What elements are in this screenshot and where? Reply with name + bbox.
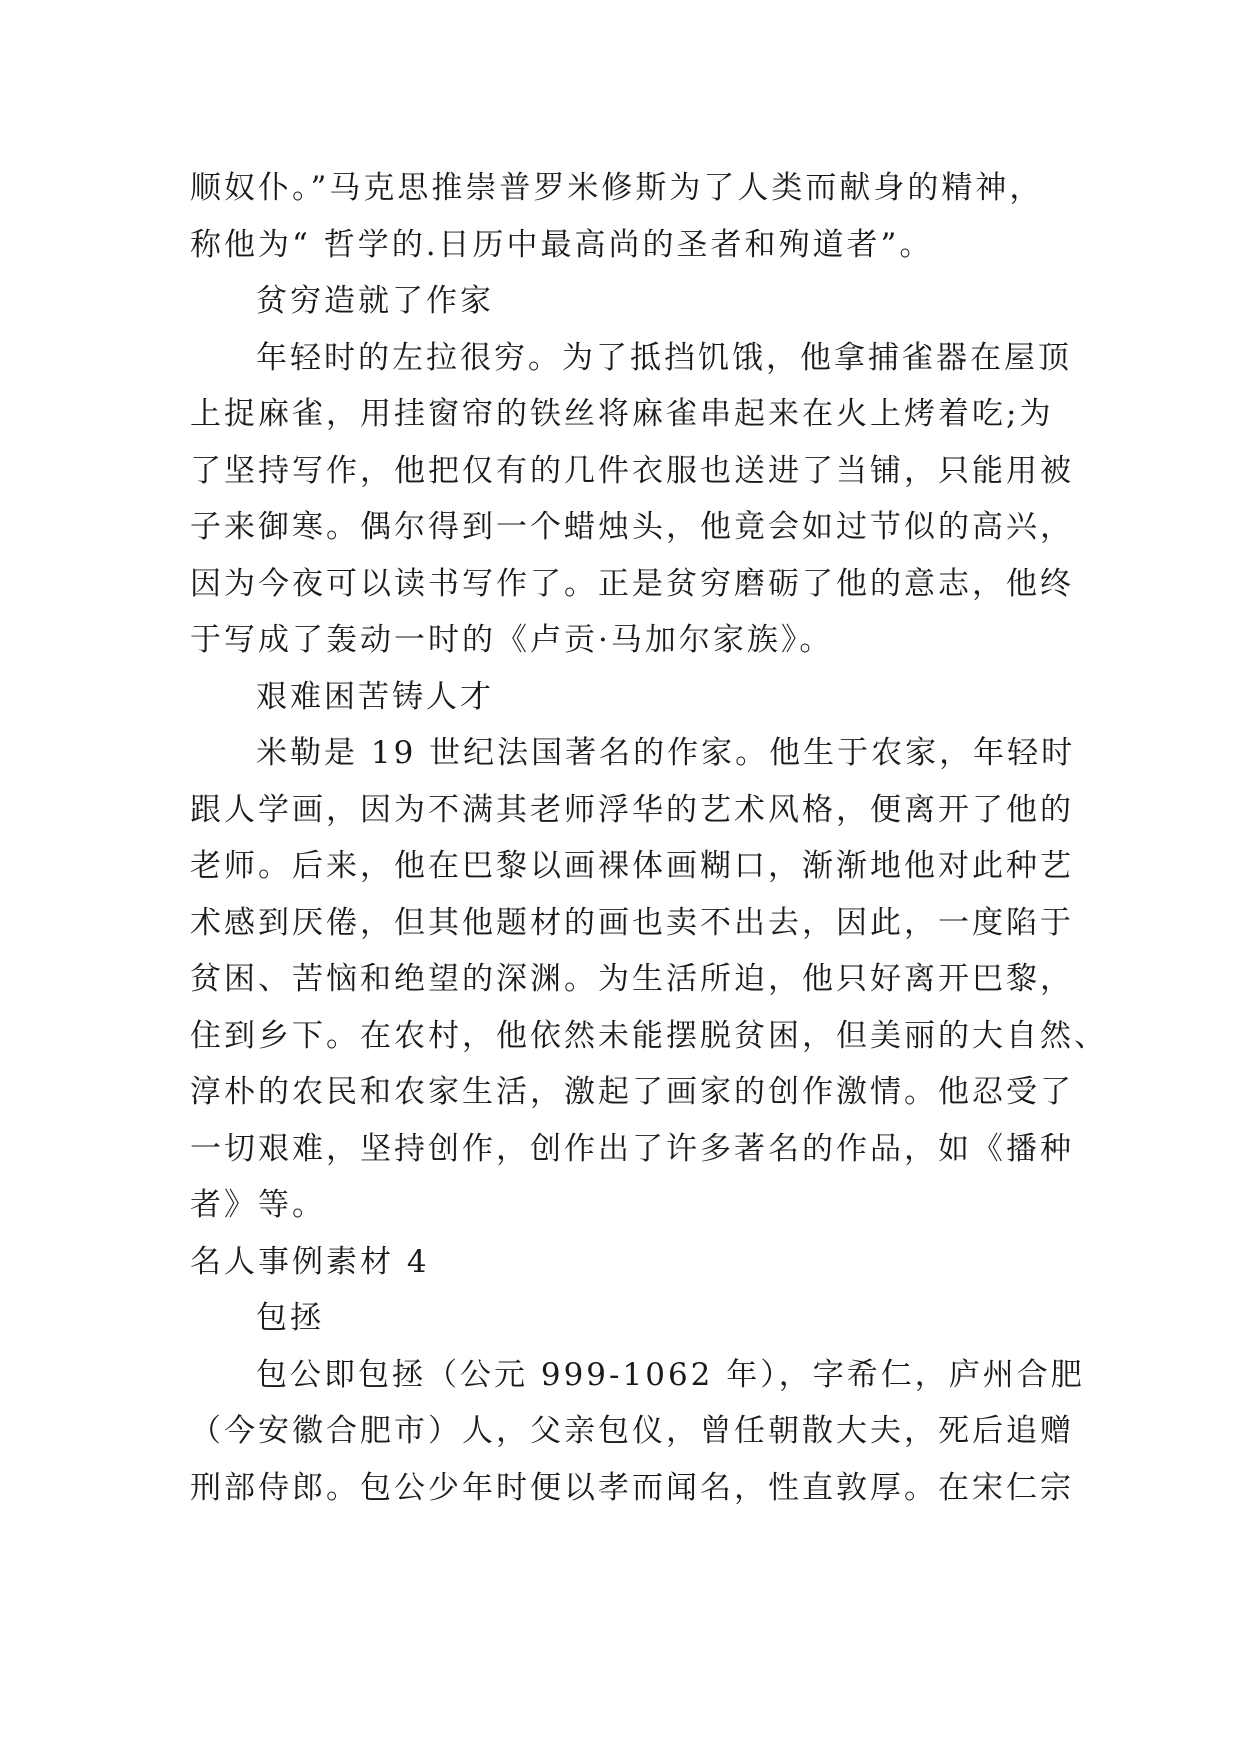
text-line: 米勒是 19 世纪法国著名的作家。他生于农家，年轻时 — [256, 735, 1076, 771]
text-line: 于写成了轰动一时的《卢贡·马加尔家族》。 — [190, 622, 834, 658]
text-line: 一切艰难，坚持创作，创作出了许多著名的作品，如《播种 — [190, 1130, 1074, 1167]
chapter-heading: 名人事例素材 4 — [190, 1243, 430, 1280]
text-line: 住到乡下。在农村，他依然未能摆脱贫困，但美丽的大自然、 — [190, 1017, 1108, 1054]
text-line: 称他为“ 哲学的.日历中最高尚的圣者和殉道者”。 — [190, 226, 934, 263]
document-body — [190, 160, 1108, 1516]
text-line: 包公即包拯（公元 999-1062 年），字希仁，庐州合肥 — [256, 1356, 1085, 1393]
text-line: 了坚持写作，他把仅有的几件衣服也送进了当铺，只能用被 — [190, 452, 1074, 489]
text-line: 顺奴仆。”马克思推崇普罗米修斯为了人类而献身的精神， — [190, 170, 1044, 206]
text-line: 跟人学画，因为不满其老师浮华的艺术风格，便离开了他的 — [190, 791, 1074, 828]
text-line: 子来御寒。偶尔得到一个蜡烛头，他竟会如过节似的高兴， — [190, 509, 1074, 545]
text-line: 上捉麻雀，用挂窗帘的铁丝将麻雀串起来在火上烤着吃;为 — [190, 396, 1054, 432]
section-heading: 艰难困苦铸人才 — [256, 678, 494, 715]
text-line: 者》等。 — [190, 1187, 326, 1223]
text-line: 刑部侍郎。包公少年时便以孝而闻名，性直敦厚。在宋仁宗 — [190, 1469, 1074, 1506]
text-line: （今安徽合肥市）人，父亲包仪，曾任朝散大夫，死后追赠 — [190, 1413, 1074, 1449]
text-line: 贫困、苦恼和绝望的深渊。为生活所迫，他只好离开巴黎， — [190, 961, 1074, 997]
text-line: 淳朴的农民和农家生活，激起了画家的创作激情。他忍受了 — [190, 1074, 1074, 1110]
section-heading: 包拯 — [256, 1300, 324, 1336]
text-line: 年轻时的左拉很穷。为了抵挡饥饿，他拿捕雀器在屋顶 — [256, 339, 1072, 376]
text-line: 术感到厌倦，但其他题材的画也卖不出去，因此，一度陷于 — [190, 904, 1074, 941]
section-heading: 贫穷造就了作家 — [256, 283, 494, 319]
text-line: 老师。后来，他在巴黎以画裸体画糊口，渐渐地他对此种艺 — [190, 848, 1074, 884]
text-line: 因为今夜可以读书写作了。正是贫穷磨砺了他的意志，他终 — [190, 565, 1074, 602]
